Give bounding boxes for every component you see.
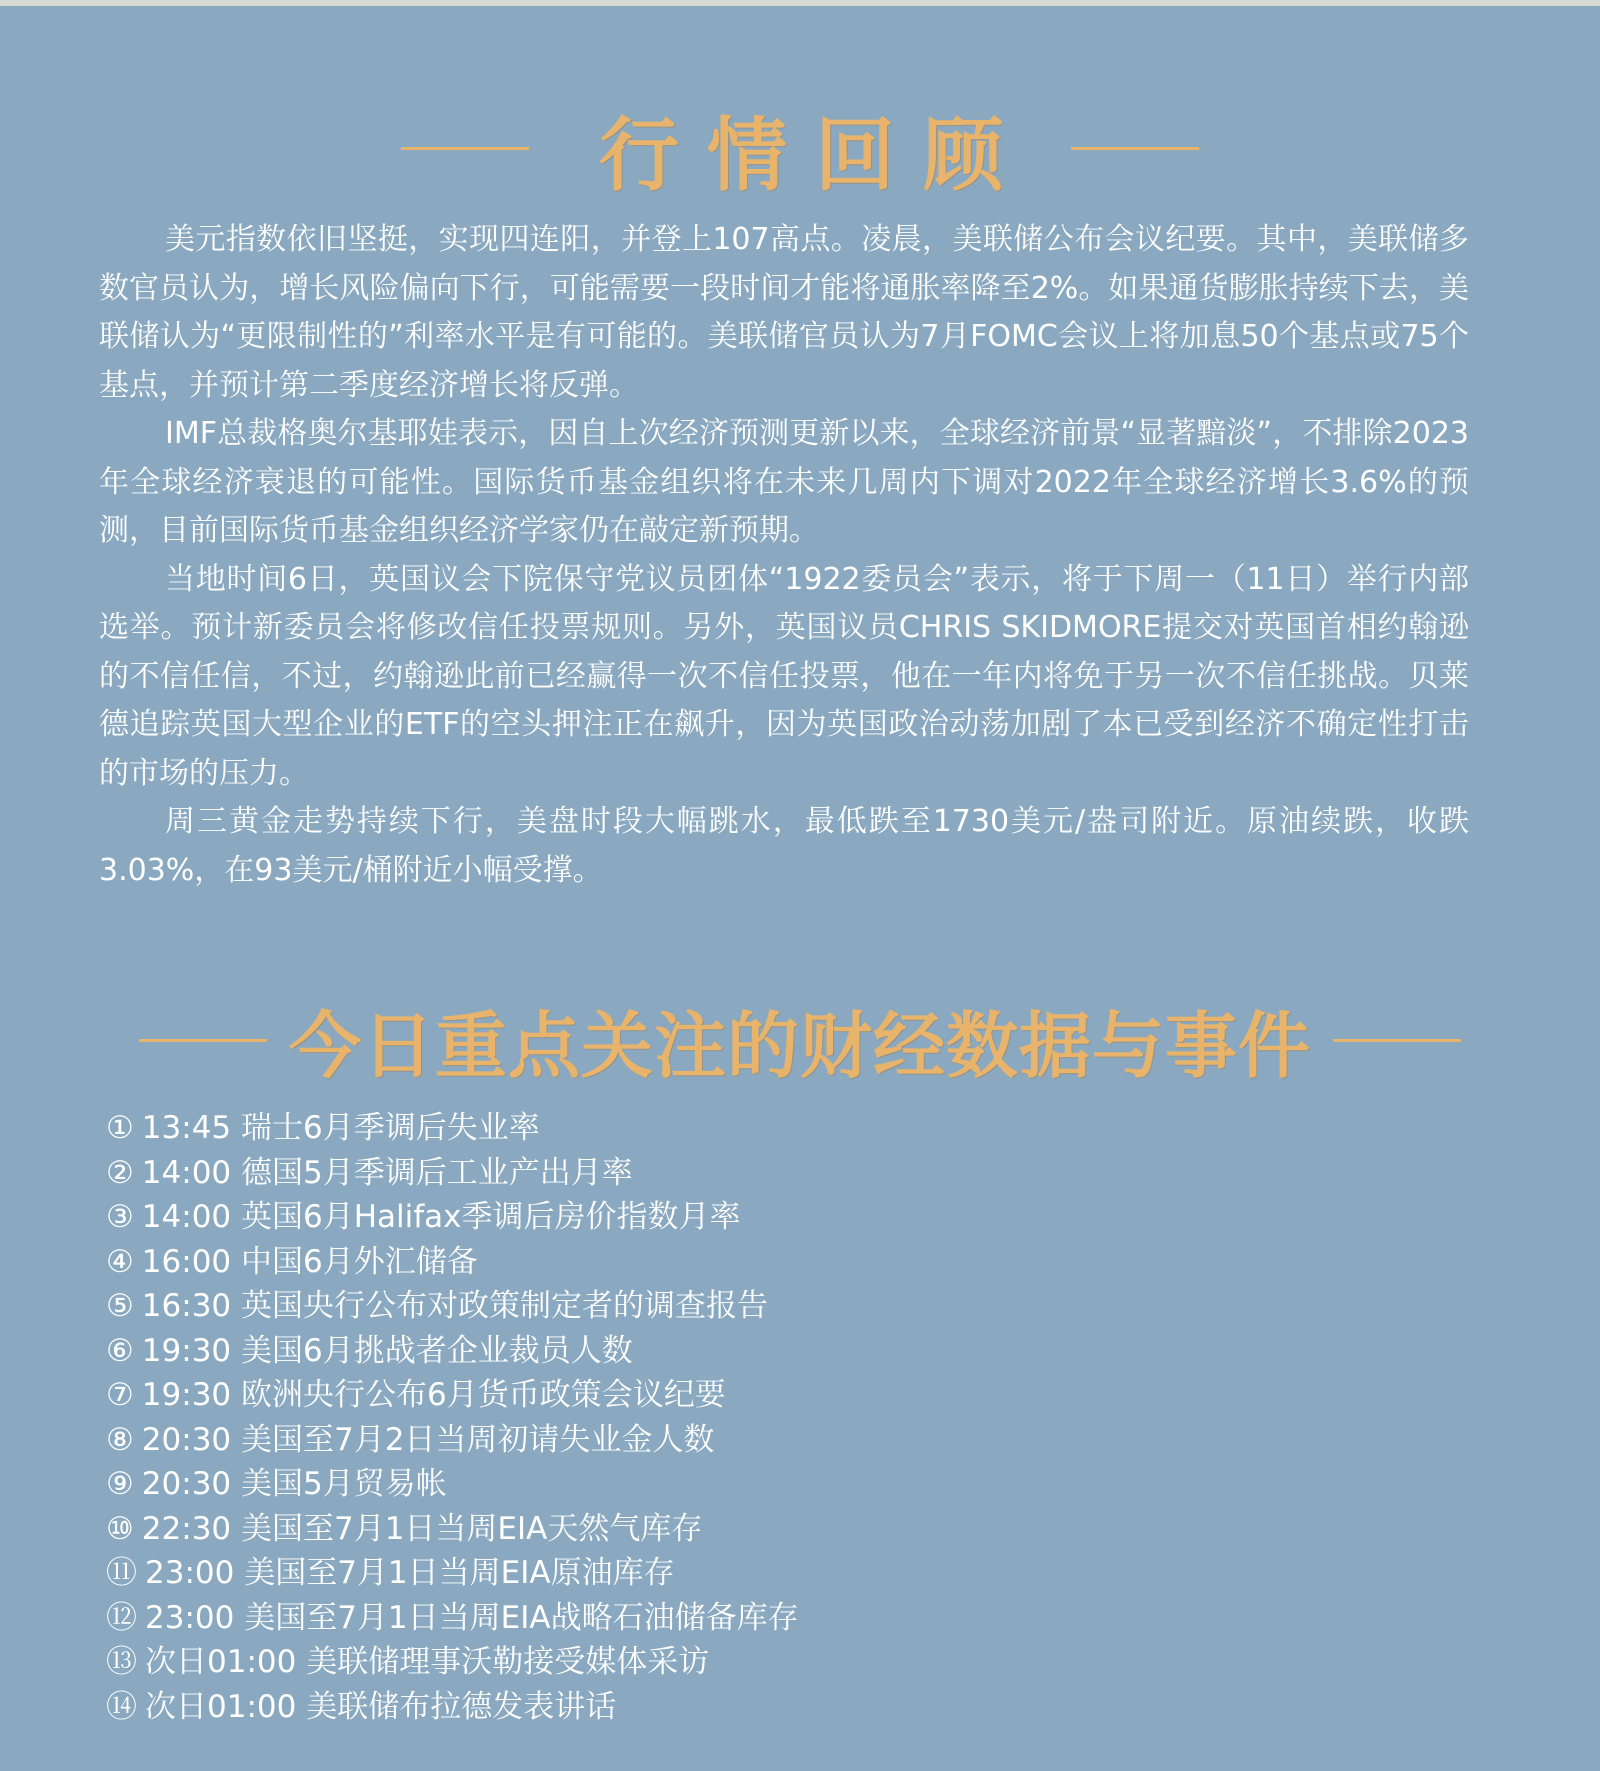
item-text: 22:30 美国至7月1日当周EIA天然气库存: [141, 1510, 703, 1547]
list-item: [106, 1640, 1006, 1685]
market-review-title: 行情回顾: [599, 108, 1031, 202]
item-text: 次日01:00 美联储理事沃勒接受媒体采访: [145, 1644, 710, 1680]
events-title: 今日重点关注的财经数据与事件: [288, 1004, 1311, 1088]
item-text: 次日01:00 美联储布拉德发表讲话: [145, 1688, 617, 1725]
paragraph-gold-oil: 周三黄金走势持续下行，美盘时段大幅跳水，最低跌至1730美元/盎司附近。原油续跌，收跌3.03%，在93美元/桶附近小幅受撑。: [99, 804, 1469, 888]
item-number: ⑧: [106, 1421, 134, 1458]
item-number: ⑭: [106, 1688, 137, 1725]
item-number: ⑤: [106, 1288, 134, 1324]
item-number: ⑩: [106, 1510, 134, 1547]
heading-rule-left: [401, 147, 529, 150]
list-item: [106, 1284, 1006, 1329]
item-text: 13:45 瑞士6月季调后失业率: [141, 1110, 540, 1146]
item-number: ①: [106, 1110, 134, 1146]
list-item: [106, 1685, 1006, 1730]
item-text: 14:00 英国6月Halifax季调后房价指数月率: [141, 1199, 741, 1235]
item-text: 16:30 英国央行公布对政策制定者的调查报告: [141, 1288, 768, 1324]
list-item: [106, 1151, 1006, 1196]
item-number: ⑦: [106, 1377, 134, 1413]
top-edge-strip: [0, 0, 1600, 6]
paragraph-uk-politics: 当地时间6日，英国议会下院保守党议员团体“1922委员会”表示，将于下周一（11日）举行内部选举。预计新委员会将修改信任投票规则。另外，英国议员CHRIS SKIDMORE提交对英国首相约翰逊的不信任信，不过，约翰逊此前已经赢得一次不信任投票，他在一年内将免于另一次不信任挑战。贝莱德追踪英国大型企业的ETF的空头押注正在飙升，因为英国政治动荡加剧了本已受到经济不确定性打击的市场的压力。: [99, 561, 1469, 791]
list-item: [106, 1373, 1006, 1418]
item-text: 19:30 美国6月挑战者企业裁员人数: [141, 1332, 633, 1369]
events-list: [106, 1106, 1006, 1729]
item-text: 23:00 美国至7月1日当周EIA原油库存: [145, 1555, 675, 1591]
item-text: 20:30 美国至7月2日当周初请失业金人数: [141, 1421, 715, 1458]
list-item: [106, 1551, 1006, 1596]
paragraph-usd-fed: 美元指数依旧坚挺，实现四连阳，并登上107高点。凌晨，美联储公布会议纪要。其中，美联储多数官员认为，增长风险偏向下行，可能需要一段时间才能将通胀率降至2%。如果通货膨胀持续下去，美联储认为“更限制性的”利率水平是有可能的。美联储官员认为7月FOMC会议上将加息50个基点或75个基点，并预计第二季度经济增长将反弹。: [99, 222, 1469, 403]
item-number: ②: [106, 1154, 134, 1191]
list-item: [106, 1329, 1006, 1374]
item-text: 20:30 美国5月贸易帐: [141, 1466, 447, 1502]
list-item: [106, 1418, 1006, 1463]
market-review-heading: [0, 98, 1600, 202]
heading-rule-right: [1071, 147, 1199, 150]
market-review-body: [99, 216, 1469, 895]
list-item: [106, 1596, 1006, 1641]
item-text: 16:00 中国6月外汇储备: [141, 1243, 478, 1280]
item-number: ⑨: [106, 1466, 134, 1502]
item-number: ③: [106, 1199, 134, 1235]
heading-rule-right: [1333, 1039, 1461, 1042]
list-item: [106, 1195, 1006, 1240]
item-number: ⑬: [106, 1644, 137, 1680]
list-item: [106, 1106, 1006, 1151]
list-item: [106, 1462, 1006, 1507]
item-number: ④: [106, 1243, 134, 1280]
paragraph-imf: IMF总裁格奥尔基耶娃表示，因自上次经济预测更新以来，全球经济前景“显著黯淡”，不排除2023年全球经济衰退的可能性。国际货币基金组织将在未来几周内下调对2022年全球经济增长3.6%的预测，目前国际货币基金组织经济学家仍在敲定新预期。: [99, 416, 1469, 548]
item-number: ⑥: [106, 1332, 134, 1369]
item-text: 19:30 欧洲央行公布6月货币政策会议纪要: [141, 1377, 726, 1413]
item-number: ⑫: [106, 1599, 137, 1636]
list-item: [106, 1507, 1006, 1552]
item-number: ⑪: [106, 1555, 137, 1591]
item-text: 14:00 德国5月季调后工业产出月率: [141, 1154, 633, 1191]
item-text: 23:00 美国至7月1日当周EIA战略石油储备库存: [145, 1599, 799, 1636]
heading-rule-left: [139, 1039, 267, 1042]
events-heading: [0, 990, 1600, 1090]
list-item: [106, 1240, 1006, 1285]
